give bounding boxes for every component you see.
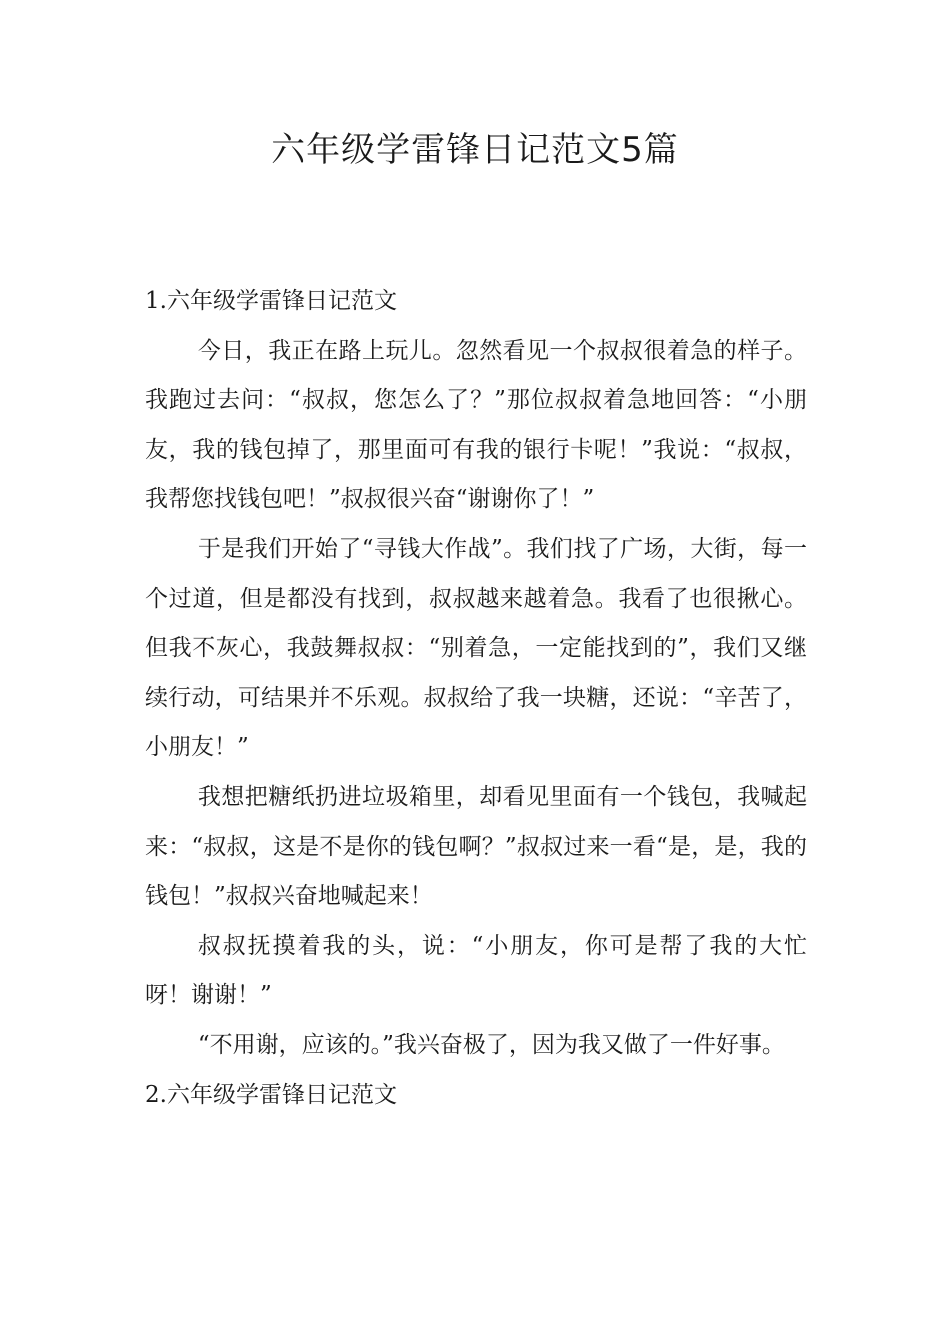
document-body — [145, 277, 807, 1120]
paragraph: 于是我们开始了“寻钱大作战”。我们找了广场，大街，每一个过道，但是都没有找到，叔叔越来越着急。我看了也很揪心。但我不灰心，我鼓舞叔叔：“别着急，一定能找到的”，我们又继续行动，可结果并不乐观。叔叔给了我一块糖，还说：“辛苦了，小朋友！” — [145, 535, 807, 761]
paragraph: “不用谢，应该的。”我兴奋极了，因为我又做了一件好事。 — [197, 1031, 785, 1058]
paragraph: 我想把糖纸扔进垃圾箱里，却看见里面有一个钱包，我喊起来：“叔叔，这是不是你的钱包啊？”叔叔过来一看“是，是，我的钱包！”叔叔兴奋地喊起来！ — [145, 783, 807, 910]
section-heading: 2.六年级学雷锋日记范文 — [145, 1081, 397, 1108]
document-title: 六年级学雷锋日记范文5篇 — [271, 130, 679, 170]
paragraph: 叔叔抚摸着我的头，说：“小朋友，你可是帮了我的大忙呀！谢谢！” — [145, 932, 807, 1009]
section-heading: 1.六年级学雷锋日记范文 — [145, 288, 397, 314]
paragraph: 今日，我正在路上玩儿。忽然看见一个叔叔很着急的样子。我跑过去问：“叔叔，您怎么了？”那位叔叔着急地回答：“小朋友，我的钱包掉了，那里面可有我的银行卡呢！”我说：“叔叔，我帮您找钱包吧！”叔叔很兴奋“谢谢你了！” — [145, 337, 807, 513]
